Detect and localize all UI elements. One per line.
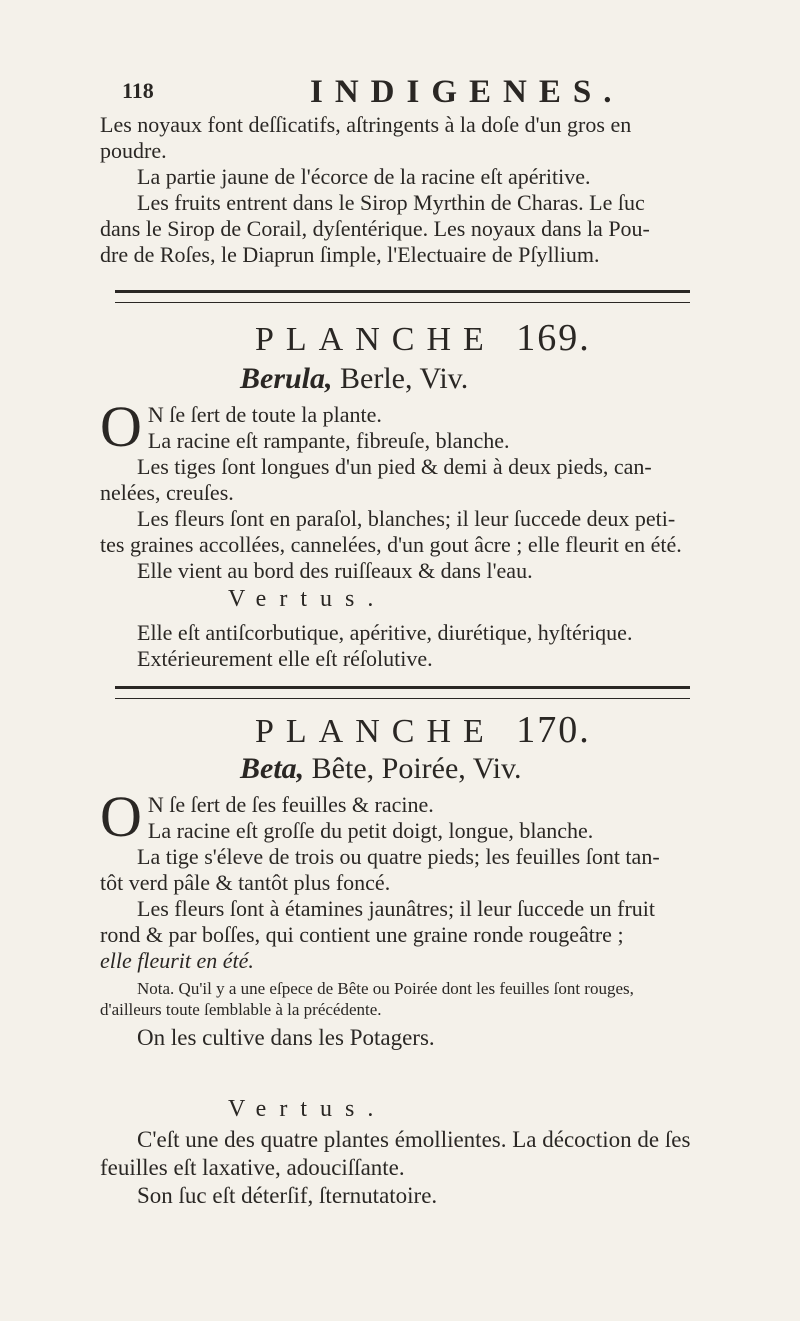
text-line: La racine eſt rampante, fibreuſe, blanche. — [147, 428, 510, 453]
vertus-heading: Vertus. — [228, 586, 387, 612]
page-number: 118 — [122, 78, 154, 103]
plant-name-169 — [240, 362, 468, 396]
text-line: elle fleurit en été. — [100, 948, 254, 973]
text-line: C'eſt une des quatre plantes émollientes. La décoction de ſes — [137, 1127, 691, 1152]
plate-heading-169 — [255, 316, 591, 360]
plant-name-170 — [240, 752, 522, 786]
text-line: feuilles eſt laxative, adouciſſante. — [100, 1155, 405, 1180]
section-divider — [115, 686, 690, 699]
plate-169-vertus — [100, 620, 685, 672]
vertus-heading: Vertus. — [228, 1096, 387, 1122]
plate-170-body — [100, 784, 685, 1052]
latin-name: Beta, — [240, 752, 305, 785]
drop-cap: O — [100, 784, 142, 849]
text-line: Les tiges ſont longues d'un pied & demi à deux pieds, can- — [137, 454, 652, 479]
text-line: tôt verd pâle & tantôt plus foncé. — [100, 870, 391, 895]
common-name: Berle, Viv. — [340, 362, 469, 395]
latin-name: Berula, — [240, 362, 333, 395]
text-line: poudre. — [100, 138, 167, 163]
common-name: Bête, Poirée, Viv. — [311, 752, 522, 785]
text-line: Les fleurs ſont en paraſol, blanches; il leur ſuccede deux peti- — [137, 506, 676, 531]
plate-heading-170 — [255, 708, 591, 752]
text-line: Les noyaux font deſſicatifs, aſtringents à la doſe d'un gros en — [100, 112, 632, 137]
plate-word: PLANCHE — [255, 713, 496, 750]
plate-number: 169. — [516, 317, 591, 359]
intro-text — [100, 112, 685, 268]
text-line: nelées, creuſes. — [100, 480, 234, 505]
text-line: Elle vient au bord des ruiſſeaux & dans l'eau. — [137, 558, 533, 583]
nota-line: Nota. Qu'il y a une eſpece de Bête ou Poirée dont les feuilles ſont rouges, — [137, 979, 634, 998]
text-line: N ſe ſert de ſes feuilles & racine. — [147, 792, 434, 817]
text-line: La tige s'éleve de trois ou quatre pieds; les feuilles ſont tan- — [137, 844, 660, 869]
text-line: dre de Roſes, le Diaprun ſimple, l'Electuaire de Pſyllium. — [100, 242, 600, 267]
text-line: Son ſuc eſt déterſif, ſternutatoire. — [137, 1183, 438, 1208]
running-title: INDIGENES. — [310, 74, 624, 110]
text-line: La partie jaune de l'écorce de la racine eſt apéritive. — [137, 164, 591, 189]
running-header — [100, 74, 700, 114]
text-line: rond & par boſſes, qui contient une graine ronde rougeâtre ; — [100, 922, 624, 947]
plate-number: 170. — [516, 709, 591, 751]
text-line: tes graines accollées, cannelées, d'un gout âcre ; elle fleurit en été. — [100, 532, 682, 557]
plate-169-body — [100, 394, 685, 584]
plate-170-vertus — [100, 1126, 691, 1210]
plate-word: PLANCHE — [255, 321, 496, 358]
culture-line: On les cultive dans les Potagers. — [137, 1025, 435, 1050]
section-divider — [115, 290, 690, 303]
text-line: Les fruits entrent dans le Sirop Myrthin de Charas. Le ſuc — [137, 190, 645, 215]
drop-cap: O — [100, 394, 142, 459]
text-line: Extérieurement elle eſt réſolutive. — [137, 646, 433, 671]
text-line: La racine eſt groſſe du petit doigt, longue, blanche. — [147, 818, 594, 843]
nota-line: d'ailleurs toute ſemblable à la précédente. — [100, 1000, 382, 1019]
text-line: Les fleurs ſont à étamines jaunâtres; il leur ſuccede un fruit — [137, 896, 656, 921]
text-line: Elle eſt antiſcorbutique, apéritive, diurétique, hyſtérique. — [137, 620, 633, 645]
text-line: dans le Sirop de Corail, dyſentérique. Les noyaux dans la Pou- — [100, 216, 650, 241]
text-line: N ſe ſert de toute la plante. — [147, 402, 382, 427]
